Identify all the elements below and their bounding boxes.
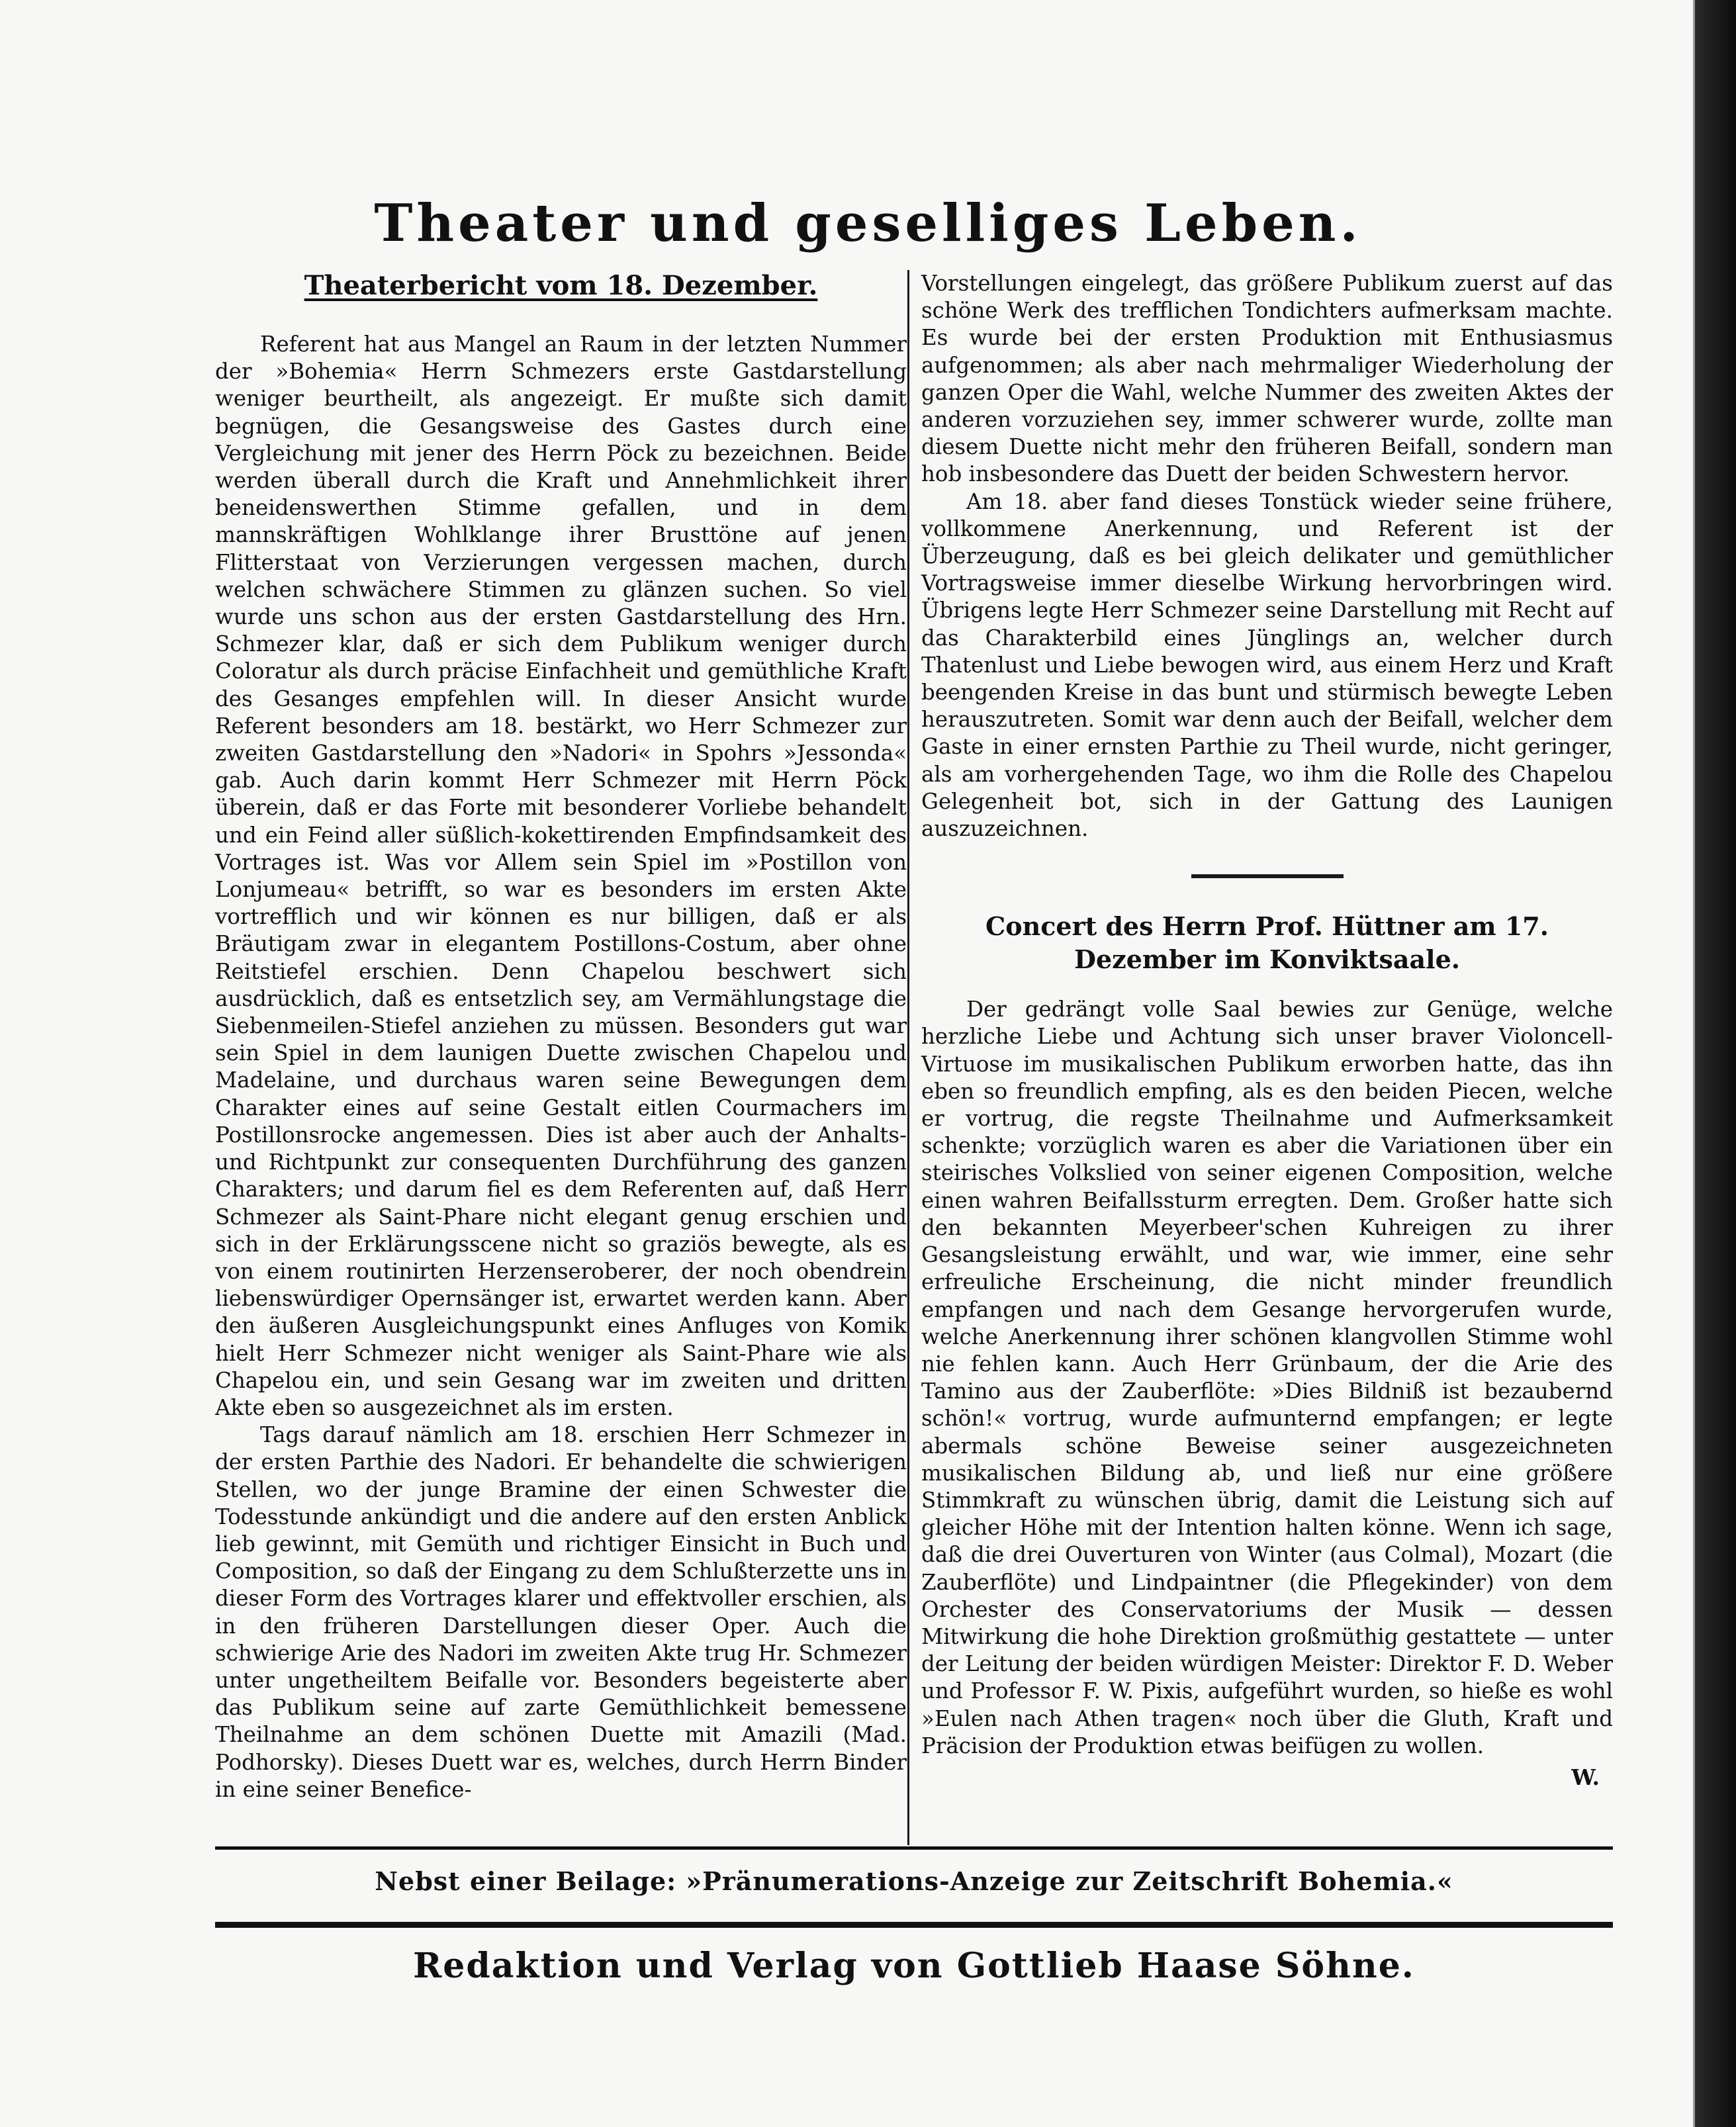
footer-rule-thick <box>215 1922 1613 1928</box>
section-title: Theater und geselliges Leben. <box>374 193 1362 253</box>
article-heading-concert: Concert des Herrn Prof. Hüttner am 17. Dezember im Konviktsaale. <box>985 911 1549 975</box>
supplement-notice: Nebst einer Beilage: »Pränumerations-Anzeige zur Zeitschrift Bohemia.« <box>375 1866 1453 1896</box>
article-paragraph: Tags darauf nämlich am 18. erschien Herr Schmezer in der ersten Parthie des Nadori. Er behandelte die schwierigen Stellen, wo der junge Bramine der einen Schwester die Todesstunde ankündigt und die andere auf den ersten Anblick lieb gewinnt, mit Gemüth und richtiger Einsicht in Buch und Composition, so daß der Eingang zu dem Schlußterzette uns in dieser Form des Vortrages klarer und effektvoller erschien, als in den früheren Darstellungen dieser Oper. Auch die schwierige Arie des Nadori im zweiten Akte trug Hr. Schmezer unter ungetheiltem Beifalle vor. Besonders begeisterte aber das Publikum seine auf zarte Gemüthlichkeit bemessene Theilnahme an dem schönen Duette mit Amazili (Mad. Podhorsky). Dieses Duett war es, welches, durch Herrn Binder in eine seiner Benefice- <box>215 1422 907 1802</box>
column-divider <box>907 270 909 1845</box>
article-paragraph: Referent hat aus Mangel an Raum in der letzten Nummer der »Bohemia« Herrn Schmezers erste Gastdarstellung weniger beurtheilt, als angezeigt. Er mußte sich damit begnügen, die Gesangsweise des Gastes durch eine Vergleichung mit jener des Herrn Pöck zu bezeichnen. Beide werden überall durch die Kraft und Annehmlichkeit ihrer beneidenswerthen Stimme gefallen, und in dem mannskräftigen Wohlklange ihrer Brusttöne auf jenen Flitterstaat von Verzierungen vergessen machen, durch welchen schwächere Stimmen zu glänzen suchen. So viel wurde uns schon aus der ersten Gastdarstellung des Hrn. Schmezer klar, daß er sich dem Publikum weniger durch Coloratur als durch präcise Einfachheit und gemüthliche Kraft des Gesanges empfehlen will. In dieser Ansicht wurde Referent besonders am 18. bestärkt, wo Herr Schmezer zur zweiten Gastdarstellung den »Nadori« in Spohrs »Jessonda« gab. Auch darin kommt Herr Schmezer mit Herrn Pöck überein, daß er das Forte mit besonderer Vorliebe behandelt und ein Feind aller süßlich-kokettirenden Empfindsamkeit des Vortrages ist. Was vor Allem sein Spiel im »Postillon von Lonjumeau« betrifft, so war es besonders im ersten Akte vortrefflich und wir können es nur billigen, daß er als Bräutigam zwar in elegantem Postillons-Costum, aber ohne Reitstiefel erschien. Denn Chapelou beschwert sich ausdrücklich, daß es entsetzlich sey, am Vermählungstage die Siebenmeilen-Stiefel anziehen zu müssen. Besonders gut war sein Spiel in dem launigen Duette zwischen Chapelou und Madelaine, und durchaus waren seine Bewegungen dem Charakter eines auf seine Gestalt eitlen Courmachers im Postillonsrocke angemessen. Dies ist aber auch der Anhalts- und Richtpunkt zur consequenten Durchführung des ganzen Charakters; und darum fiel es dem Referenten auf, daß Herr Schmezer als Saint-Phare nicht elegant genug erschien und sich in der Erklärungsscene nicht so graziös bewegte, als es von einem routinirten Herzenseroberer, der noch obendrein liebenswürdiger Opernsänger ist, erwartet werden kann. Aber den äußeren Ausgleichungspunkt eines Anfluges von Komik hielt Herr Schmezer nicht weniger als Saint-Phare wie als Chapelou ein, und sein Gesang war im zweiten und dritten Akte eben so ausgezeichnet als im ersten. <box>215 332 907 1420</box>
footer-rule <box>215 1846 1613 1850</box>
right-column <box>921 270 1613 1791</box>
left-column <box>215 270 907 1803</box>
section-separator <box>1191 874 1344 878</box>
publisher-imprint: Redaktion und Verlag von Gottlieb Haase Söhne. <box>413 1946 1415 1986</box>
article-paragraph: Der gedrängt volle Saal bewies zur Genüge, welche herzliche Liebe und Achtung sich unser braver Violoncell-Virtuose im musikalischen Publikum erworben hatte, das ihn eben so freundlich empfing, als es den beiden Piecen, welche er vortrug, die regste Theilnahme und Aufmerksamkeit schenkte; vorzüglich waren es aber die Variationen über ein steirisches Volkslied von seiner eigenen Composition, welche einen wahren Beifallssturm erregten. Dem. Großer hatte sich den bekannten Meyerbeer'schen Kuhreigen zu ihrer Gesangsleistung erwählt, und war, wie immer, eine sehr erfreuliche Erscheinung, die nicht minder freundlich empfangen und nach dem Gesange hervorgerufen wurde, welche Anerkennung ihrer schönen klangvollen Stimme wohl nie fehlen kann. Auch Herr Grünbaum, der die Arie des Tamino aus der Zauberflöte: »Dies Bildniß ist bezaubernd schön!« vortrug, wurde aufmunternd empfangen; er legte abermals schöne Beweise seiner ausgezeichneten musikalischen Bildung ab, und ließ nur eine größere Stimmkraft zu wünschen übrig, damit die Leistung sich auf gleicher Höhe mit der Intention halten könne. Wenn ich sage, daß die drei Ouverturen von Winter (aus Colmal), Mozart (die Zauberflöte) und Lindpaintner (die Pflegekinder) von dem Orchester des Conservatoriums der Musik — dessen Mitwirkung die hohe Direktion großmüthig gestattete — unter der Leitung der beiden würdigen Meister: Direktor F. D. Weber und Professor F. W. Pixis, aufgeführt wurden, so hieße es wohl »Eulen nach Athen tragen« noch über die Gluth, Kraft und Präcision der Produktion etwas beifügen zu wollen. <box>921 997 1613 1758</box>
article-heading-theaterbericht: Theaterbericht vom 18. Dezember. <box>304 270 818 301</box>
author-signature: W. <box>1571 1764 1600 1790</box>
article-paragraph: Am 18. aber fand dieses Tonstück wieder seine frühere, vollkommene Anerkennung, und Referent ist der Überzeugung, daß es bei gleich delikater und gemüthlicher Vortragsweise immer dieselbe Wirkung hervorbringen wird. Übrigens legte Herr Schmezer seine Darstellung mit Recht auf das Charakterbild eines Jünglings an, welcher durch Thatenlust und Liebe bewogen wird, aus einem Herz und Kraft beengenden Kreise in das bunt und stürmisch bewegte Leben herauszutreten. Somit war denn auch der Beifall, welcher dem Gaste in einer ernsten Parthie zu Theil wurde, nicht geringer, als am vorhergehenden Tage, wo ihm die Rolle des Chapelou Gelegenheit bot, sich in der Gattung des Launigen auszuzeichnen. <box>921 488 1613 842</box>
article-paragraph: Vorstellungen eingelegt, das größere Publikum zuerst auf das schöne Werk des trefflichen Tondichters aufmerksam machte. Es wurde bei der ersten Produktion mit Enthusiasmus aufgenommen; als aber nach mehrmaliger Wiederholung der ganzen Oper die Wahl, welche Nummer des zweiten Aktes der anderen vorzuziehen sey, immer schwerer wurde, zollte man diesem Duette nicht mehr den früheren Beifall, sondern man hob insbesondere das Duett der beiden Schwestern hervor. <box>921 271 1613 487</box>
scan-dark-border <box>1695 0 1736 2127</box>
